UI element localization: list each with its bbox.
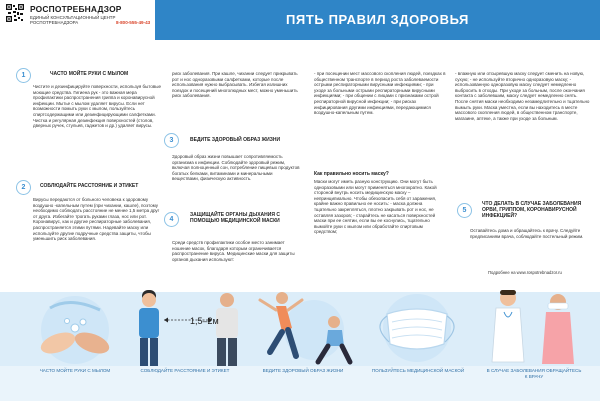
section-5-title: ЧТО ДЕЛАТЬ В СЛУЧАЕ ЗАБОЛЕВАНИЯ ОРВИ, ГРИППОМ, КОРОНАВИРУСНОЙ ИНФЕКЦИЕЙ? bbox=[482, 201, 582, 219]
section-3-text: Здоровый образ жизни повышает сопротивляемость организма к инфекции. Соблюдайте здоровый режим, включая полноценный сон, потребление пищевых продуктов богатых белками, витаминами и минеральными веществами, физическую активность. bbox=[172, 154, 300, 182]
hotline-number: 8-800-555-49-43 bbox=[116, 20, 151, 25]
distance-label: 1,5–2м bbox=[190, 316, 219, 326]
caption-healthy-lifestyle: ВЕДИТЕ ЗДОРОВЫЙ ОБРАЗ ЖИЗНИ bbox=[262, 368, 344, 373]
doctor-illustration bbox=[478, 282, 588, 368]
section-3-title: ВЕДИТЕ ЗДОРОВЫЙ ОБРАЗ ЖИЗНИ bbox=[190, 137, 281, 143]
caption-hand-washing: ЧАСТО МОЙТЕ РУКИ С МЫЛОМ bbox=[39, 368, 111, 373]
col4-top-text: - влажную или отсыревшую маску следует сменить на новую, сухую; - не используйте вторично одноразовую маску; - использованную одноразовую маску следует немедленно выбросить в отходы. При уходе за больным, после окончания контакта с заболевшим, маску следует немедленно снять. После снятия маски необходимо незамедлительно и тщательно вымыть руки. Маска уместна, если вы находитесь в месте массового скопления людей, в общественном транспорте, магазине, аптеке, а также при уходе за больным. bbox=[455, 71, 590, 121]
hand-washing-illustration bbox=[20, 288, 130, 366]
page-title: ПЯТЬ ПРАВИЛ ЗДОРОВЬЯ bbox=[285, 12, 470, 27]
medical-mask-illustration bbox=[362, 288, 472, 366]
section-5-number: 5 bbox=[457, 203, 472, 218]
caption-distance: СОБЛЮДАЙТЕ РАССТОЯНИЕ И ЭТИКЕТ bbox=[140, 368, 230, 373]
section-5-text: Оставайтесь дома и обращайтесь к врачу. Следуйте предписаниям врача, соблюдайте постельный режим. bbox=[470, 228, 584, 239]
col2-top-text: риск заболевания. При кашле, чихании следует прикрывать рот и нос одноразовыми салфетками, которые после использования нужно выбрасывать. Избегая излишних поездок и посещений многолюдных мест, можно уменьшить риск заболевания. bbox=[172, 71, 298, 99]
caption-doctor: В СЛУЧАЕ ЗАБОЛЕВАНИЯ ОБРАЩАЙТЕСЬ К ВРАЧУ bbox=[486, 368, 582, 379]
section-4-title: ЗАЩИЩАЙТЕ ОРГАНЫ ДЫХАНИЯ С ПОМОЩЬЮ МЕДИЦИНСКОЙ МАСКИ bbox=[190, 212, 280, 224]
more-info-link[interactable]: Подробнее на www.rospotrebnadzor.ru bbox=[488, 270, 562, 275]
healthy-lifestyle-illustration bbox=[252, 282, 358, 368]
section-1-number: 1 bbox=[16, 68, 31, 83]
section-3-number: 3 bbox=[164, 133, 179, 148]
section-2-text: Вирусы передаются от больного человека к здоровому воздушно -капельным путем (при чихании, кашле), поэтому необходимо соблюдать расстояние не менее 1,5 метра друг от друга. Избегайте трогать руками глаза, нос или рот. Коронавирус, как и другие респираторные заболевания, распространяется этими путями. Надевайте маску или используйте другие подручные средства защиты, чтобы уменьшить риск заболевания. bbox=[33, 197, 160, 242]
section-1-text: Чистите и дезинфицируйте поверхности, используя бытовые моющие средства. Гигиена рук - это важная мера профилактики распространения гриппа и коронавирусной инфекции. Мытье с мылом удаляет вирусы. Если нет возможности помыть руки с мылом, пользуйтесь спиртсодержащими или дезинфицирующими салфетками. Чистка и регулярная дезинфекция поверхностей (столов, дверных ручек, стульев, гаджетов и др.) удаляет вирусы. bbox=[33, 84, 161, 129]
col3-top-text: - при посещении мест массового скопления людей, поездках в общественном транспорте в период роста заболеваемости острыми респираторными вирусными инфекциями; - при уходе за больными острыми респираторными вирусными инфекциями; - при общении с лицами с признаками острой респираторной вирусной инфекции; - при рисках инфицирования другими инфекциями, передающимися воздушно-капельным путем. bbox=[314, 71, 446, 116]
distance-illustration bbox=[130, 282, 250, 372]
mask-question-text: Маски могут иметь разную конструкцию. Они могут быть одноразовыми или могут применяться многократно. Какой стороной внутрь носить медицинскую маску – непринципиально. Чтобы обезопасить себя от заражения, крайне важно правильно ее носить: - маска должна тщательно закрепляться, плотно закрывать рот и нос, не оставляя зазоров; - старайтесь не касаться поверхностей маски при ее снятии, если вы ее коснулись, тщательно вымойте руки с мылом или обработайте спиртовым средством; bbox=[314, 179, 437, 235]
caption-mask: ПОЛЬЗУЙТЕСЬ МЕДИЦИНСКОЙ МАСКОЙ bbox=[371, 368, 465, 373]
org-name: РОСПОТРЕБНАДЗОР bbox=[30, 4, 122, 14]
mask-question-title: Как правильно носить маску? bbox=[314, 171, 389, 177]
qr-code-icon bbox=[6, 4, 24, 22]
section-4-number: 4 bbox=[164, 212, 179, 227]
section-4-text: Среди средств профилактики особое место занимает ношение масок, благодаря которым ограничивается распространение вируса. Медицинские маски для защиты органов дыхания используют: bbox=[172, 240, 295, 262]
section-1-title: ЧАСТО МОЙТЕ РУКИ С МЫЛОМ bbox=[50, 71, 129, 77]
section-2-number: 2 bbox=[16, 180, 31, 195]
section-2-title: СОБЛЮДАЙТЕ РАССТОЯНИЕ И ЭТИКЕТ bbox=[40, 183, 139, 189]
hotline-label: ЕДИНЫЙ КОНСУЛЬТАЦИОННЫЙ ЦЕНТР РОСПОТРЕБНАДЗОРА bbox=[30, 15, 116, 25]
